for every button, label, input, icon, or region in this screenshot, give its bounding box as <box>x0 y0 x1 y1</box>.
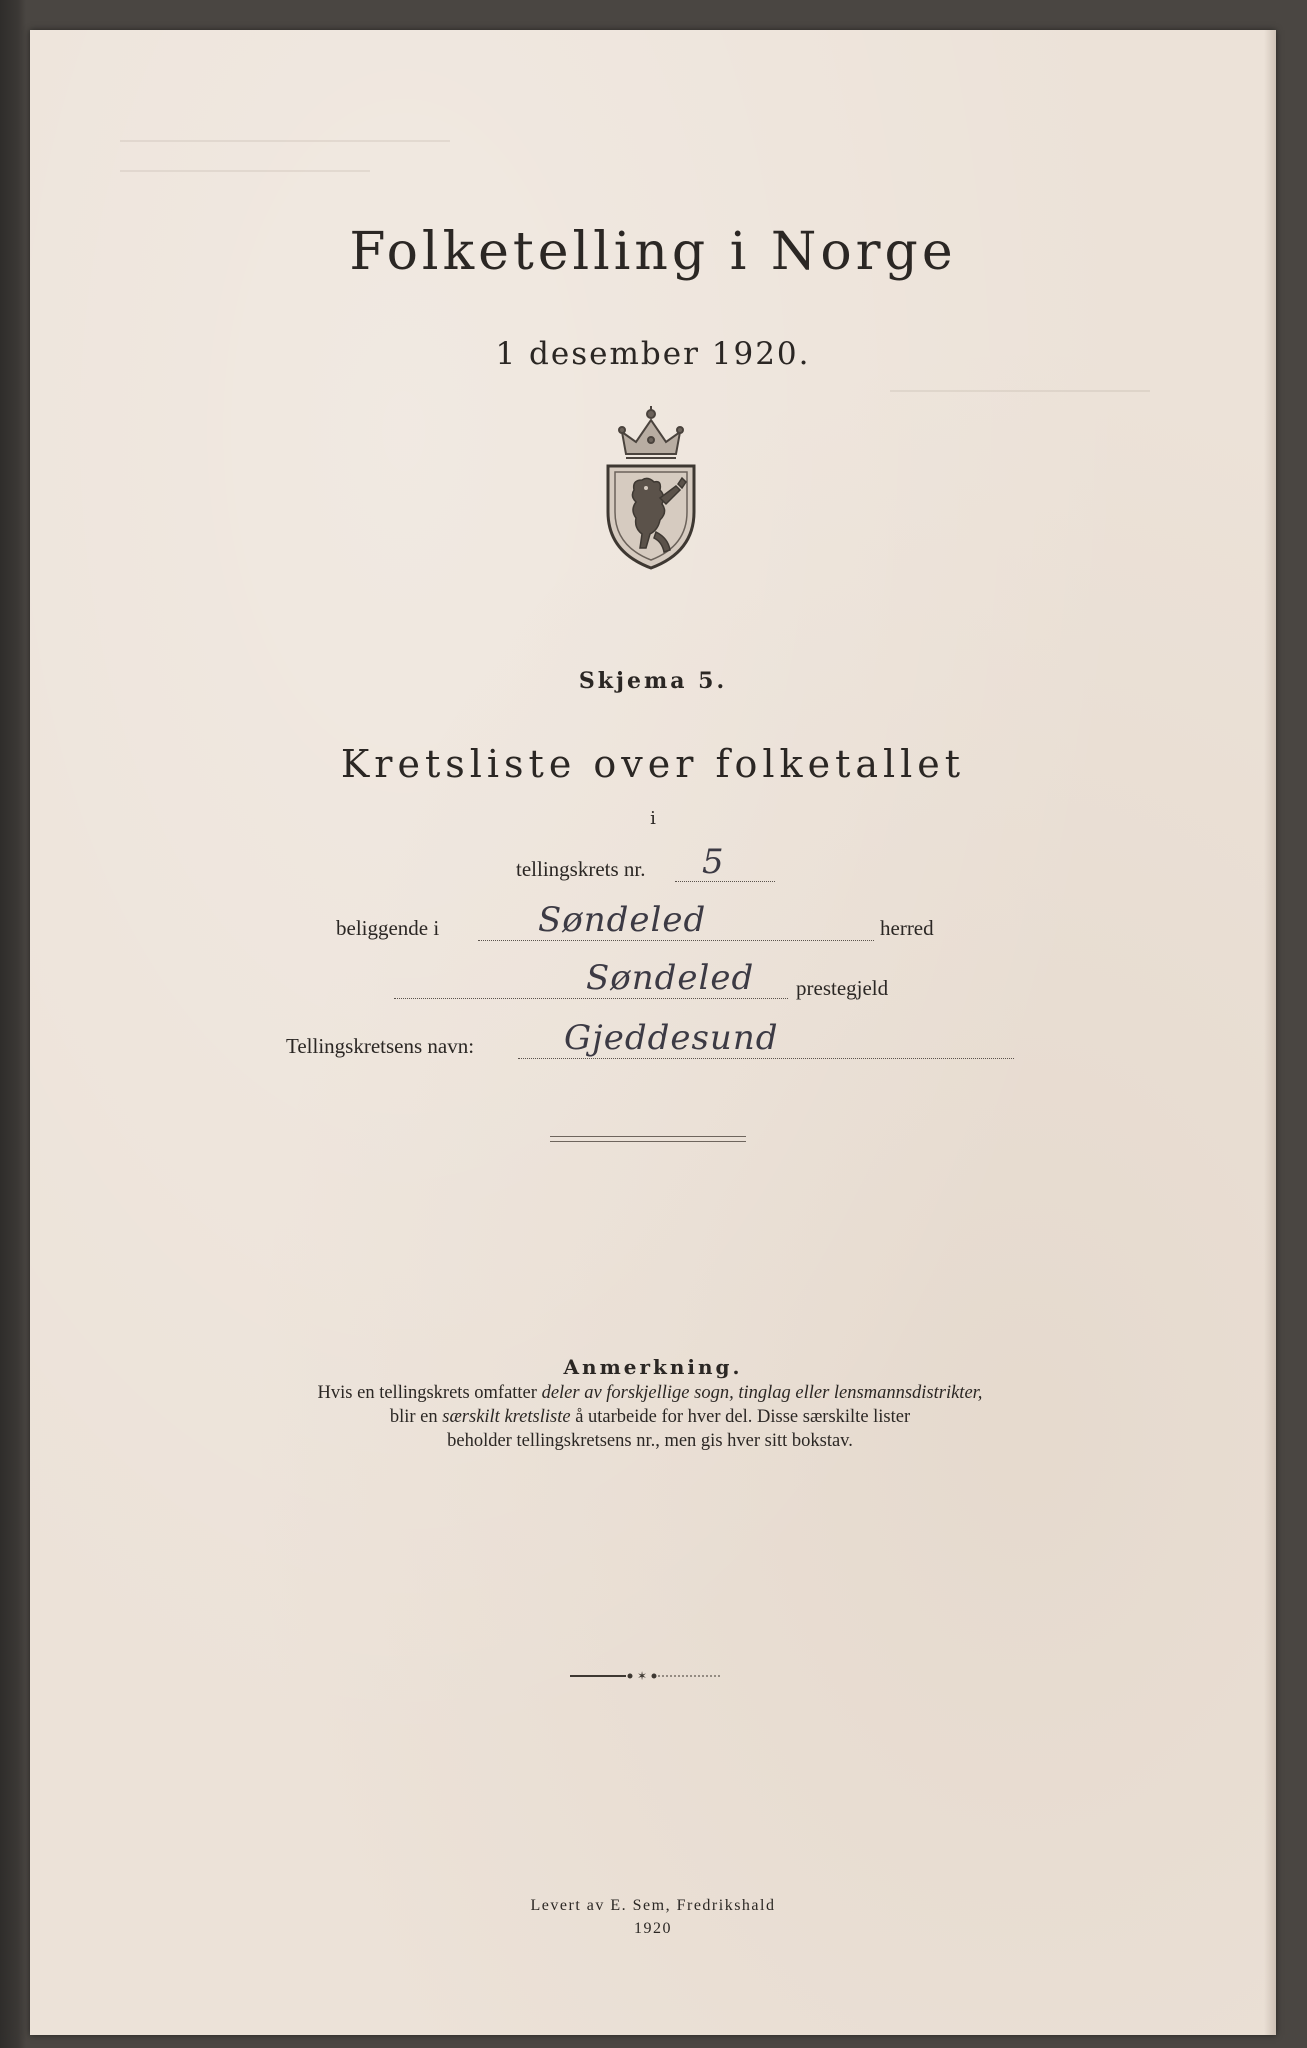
document-title: Folketelling i Norge <box>349 222 957 282</box>
prestegjeld-suffix: prestegjeld <box>796 976 889 1000</box>
note-line-2-text-c: å utarbeide for hver del. Disse særskilte lister <box>570 1407 911 1427</box>
note-heading: Anmerkning. <box>563 1355 743 1379</box>
prestegjeld-line <box>394 998 788 999</box>
herred-line <box>478 940 874 941</box>
section-divider <box>550 1136 746 1142</box>
herred-suffix: herred <box>880 916 934 940</box>
connector-word: i <box>650 808 656 829</box>
krets-name-line <box>518 1058 1014 1059</box>
note-line-1-italic: deler av forskjellige sogn, tinglag eller lensmannsdistrikter, <box>541 1383 983 1403</box>
krets-name-label: Tellingskretsens navn: <box>286 1034 475 1058</box>
document-date: 1 desember 1920. <box>495 336 811 372</box>
bleed-through-line <box>120 140 450 142</box>
bleed-through-line <box>120 170 370 172</box>
prestegjeld-value: Søndeled <box>586 958 755 998</box>
paper-edge-shadow <box>1264 30 1276 2035</box>
note-line-2-italic: særskilt kretsliste <box>442 1407 571 1427</box>
krets-number-value: 5 <box>702 842 725 882</box>
ornament-divider-icon <box>570 1670 720 1682</box>
printer-credit: Levert av E. Sem, Fredrikshald <box>530 1897 776 1914</box>
census-form-sheet <box>30 30 1276 2035</box>
krets-number-label: tellingskrets nr. <box>516 857 646 881</box>
note-line-1-text: Hvis en tellingskrets omfatter <box>317 1383 542 1403</box>
norwegian-coat-of-arms-icon <box>596 402 706 572</box>
printer-year: 1920 <box>634 1920 672 1937</box>
note-line-2 <box>210 1406 1090 1429</box>
note-line-2-text-a: blir en <box>389 1407 443 1427</box>
schema-number: Skjema 5. <box>578 668 728 694</box>
krets-number-line <box>675 881 775 882</box>
beliggende-label: beliggende i <box>336 916 440 940</box>
bleed-through-line <box>890 390 1150 392</box>
svg-text:✶: ✶ <box>637 1670 648 1682</box>
krets-name-value: Gjeddesund <box>564 1018 779 1058</box>
note-line-1 <box>210 1382 1090 1405</box>
note-line-3: beholder tellingskretsens nr., men gis hver sitt bokstav. <box>447 1431 853 1451</box>
form-heading: Kretsliste over folketallet <box>340 742 966 786</box>
herred-value: Søndeled <box>538 900 707 940</box>
